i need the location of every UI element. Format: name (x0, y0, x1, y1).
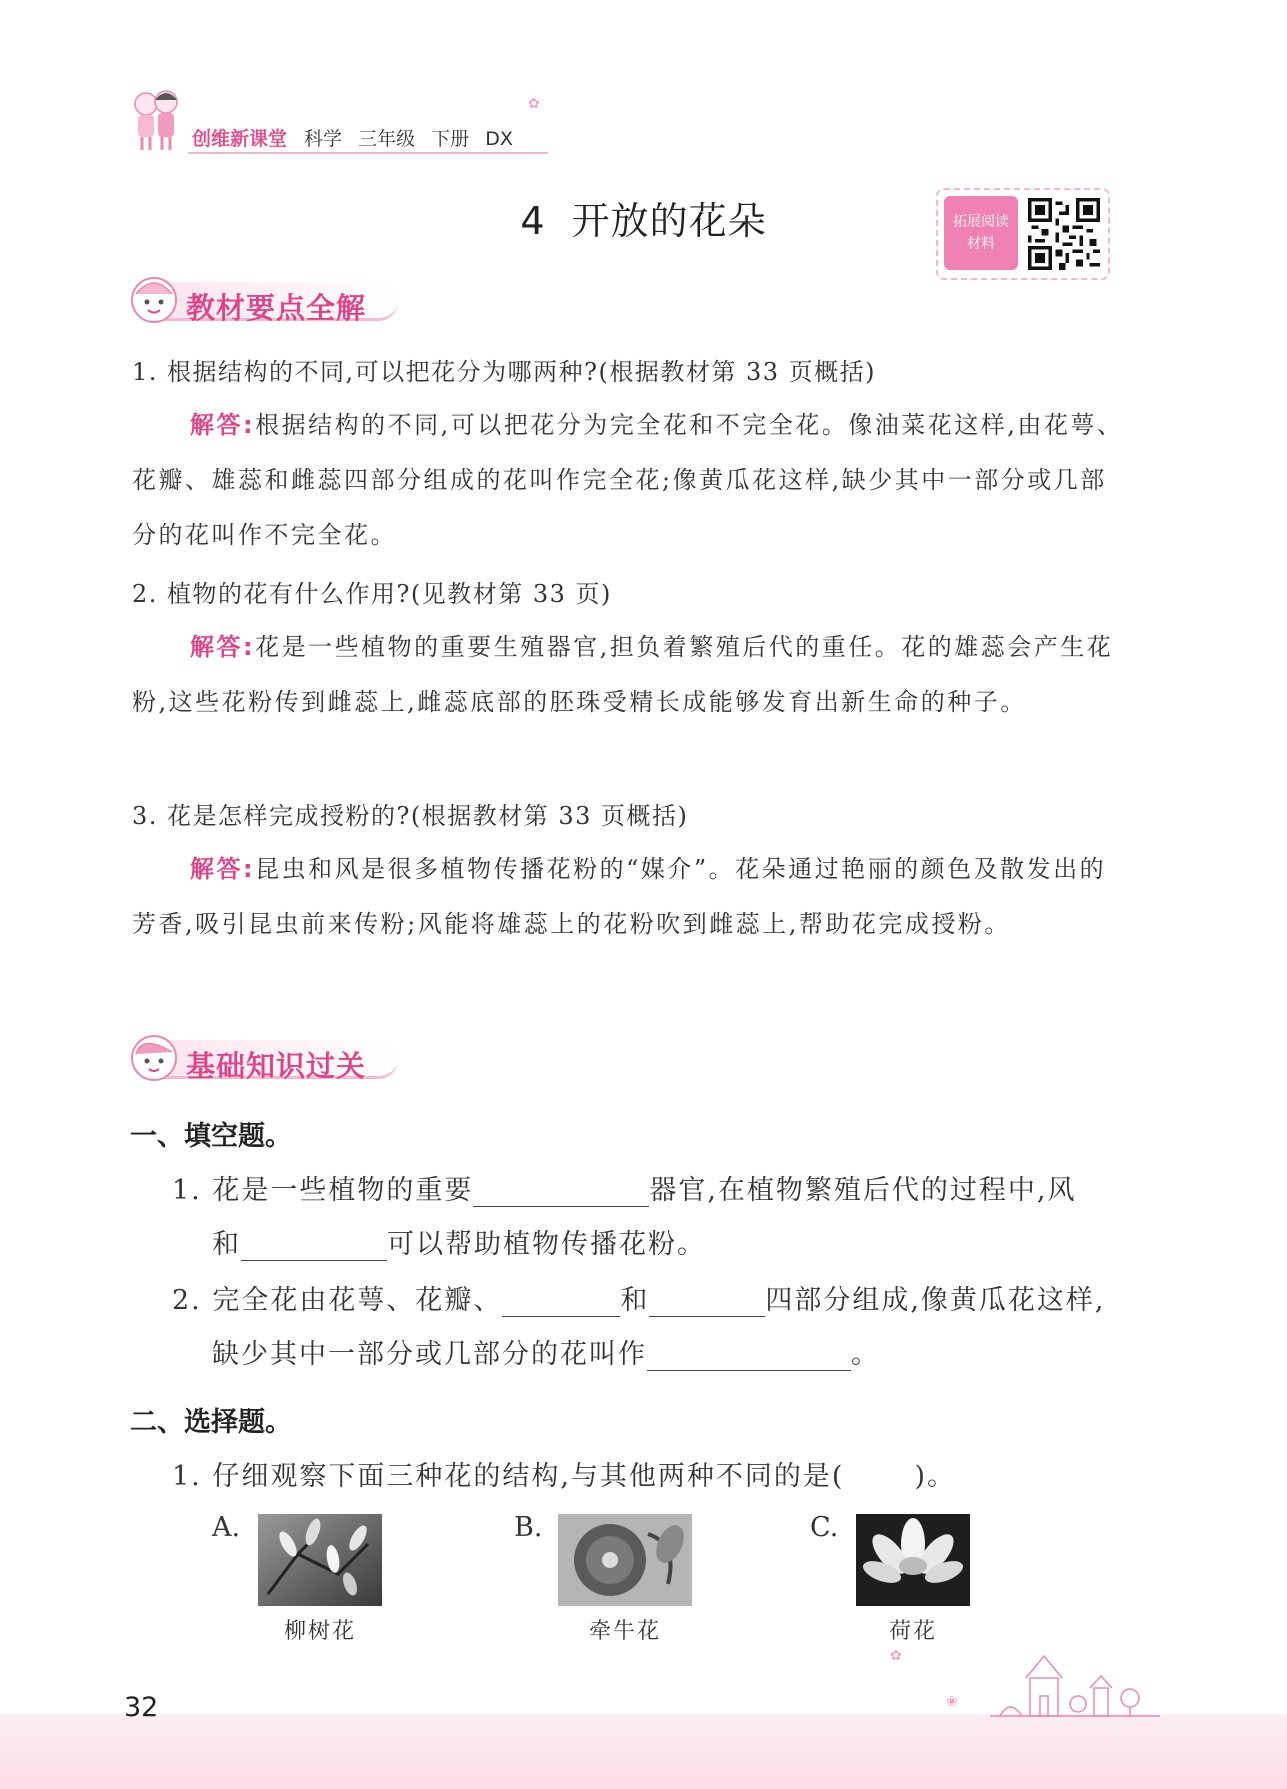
answer-label: 解答: (190, 411, 256, 439)
subject: 科学 (304, 128, 343, 150)
answer-label: 解答: (190, 633, 256, 661)
fill-blank-q1-line1: 1. 花是一些植物的重要 器官,在植物繁殖后代的过程中,风 (172, 1175, 1077, 1206)
section-title: 基础知识过关 (186, 1049, 367, 1083)
cartoon-kids-icon (128, 88, 184, 152)
flower-decoration-icon: ✿ (528, 96, 540, 112)
section-title: 教材要点全解 (186, 291, 367, 325)
answer-blank[interactable] (473, 1176, 649, 1207)
edition: DX (485, 128, 513, 150)
page-header (128, 88, 568, 158)
option-c-letter: C. (810, 1512, 839, 1543)
book-info (304, 124, 523, 151)
page-number: 32 (124, 1692, 159, 1723)
morning-glory-photo (558, 1514, 692, 1606)
option-c-caption: 荷花 (888, 1619, 937, 1644)
question-3: 3. 花是怎样完成授粉的?(根据教材第 33 页概括) (132, 802, 689, 830)
answer-blank[interactable] (649, 1286, 765, 1317)
choice-q1: 1. 仔细观察下面三种花的结构,与其他两种不同的是( )。 (172, 1461, 957, 1492)
answer-label: 解答: (190, 855, 256, 883)
qr-code-icon (1028, 198, 1100, 270)
fill-blank-q2-line2: 缺少其中一部分或几部分的花叫作 。 (212, 1339, 880, 1370)
choice-heading: 二、选择题。 (130, 1407, 292, 1438)
section-basics (128, 1030, 408, 1086)
fill-blank-q2-line1: 2. 完全花由花萼、花瓣、 和 四部分组成,像黄瓜花这样, (172, 1285, 1106, 1316)
qr-label: 拓展阅读 材料 (944, 196, 1018, 270)
option-b-letter: B. (514, 1512, 543, 1543)
flower-decoration-icon: ❀ (946, 1694, 958, 1710)
fill-blank-q1-line2: 和 可以帮助植物传播花粉。 (212, 1229, 706, 1260)
castle-decoration-icon (990, 1648, 1160, 1718)
brand-name: 创维新课堂 (192, 128, 288, 150)
answer-blank[interactable] (241, 1230, 387, 1261)
extended-reading-qr[interactable] (936, 188, 1110, 280)
lesson-name: 开放的花朵 (571, 199, 767, 243)
cartoon-face-icon (128, 274, 180, 326)
answer-3: 解答:昆虫和风是很多植物传播花粉的“媒介”。花朵通过艳丽的颜色及散发出的芳香,吸引昆虫前来传粉;风能将雄蕊上的花粉吹到雌蕊上,帮助花完成授粉。 (132, 855, 1107, 938)
lesson-number: 4 (520, 199, 546, 243)
option-a-caption: 柳树花 (283, 1619, 356, 1644)
willow-flower-photo (258, 1514, 382, 1606)
answer-2: 解答:花是一些植物的重要生殖器官,担负着繁殖后代的重任。花的雄蕊会产生花粉,这些花粉传到雌蕊上,雌蕊底部的胚珠受精长成能够发育出新生命的种子。 (132, 633, 1114, 716)
fill-blank-heading: 一、填空题。 (130, 1121, 292, 1152)
header-divider (188, 152, 548, 154)
answer-blank[interactable] (502, 1286, 620, 1317)
grade: 三年级 (358, 128, 416, 150)
answer-1: 解答:根据结构的不同,可以把花分为完全花和不完全花。像油菜花这样,由花萼、花瓣、雄蕊和雌蕊四部分组成的花叫作完全花;像黄瓜花这样,缺少其中一部分或几部分的花叫作不完全花。 (132, 411, 1124, 549)
option-a-letter: A. (212, 1512, 241, 1543)
flower-decoration-icon: ✿ (890, 1648, 902, 1664)
volume: 下册 (431, 128, 470, 150)
footer-band (0, 1714, 1287, 1789)
answer-blank[interactable] (647, 1340, 851, 1371)
section-key-points (128, 272, 408, 328)
cartoon-face-icon (128, 1032, 180, 1084)
question-1: 1. 根据结构的不同,可以把花分为哪两种?(根据教材第 33 页概括) (132, 358, 877, 386)
lotus-photo (856, 1514, 970, 1606)
question-2: 2. 植物的花有什么作用?(见教材第 33 页) (132, 580, 612, 608)
option-b-caption: 牵牛花 (588, 1619, 661, 1644)
